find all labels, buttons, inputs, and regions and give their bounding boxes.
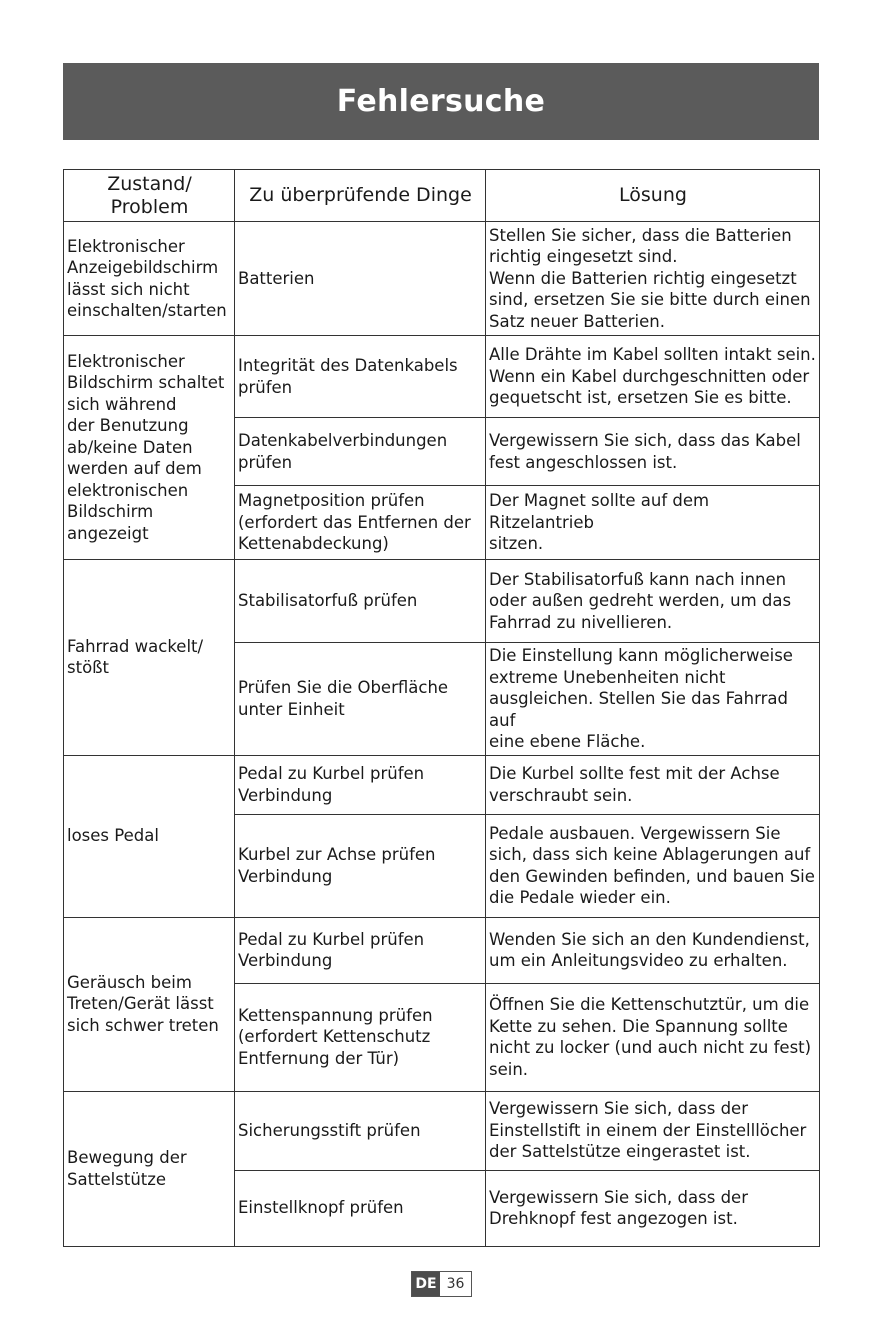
problem-cell: Elektronischer Bildschirm schaltet sich während der Benutzung ab/keine Daten werden auf dem elektronischen Bildschirm angezeigt	[64, 336, 235, 560]
problem-cell: Fahrrad wackelt/ stößt	[64, 560, 235, 756]
column-header-solution: Lösung	[486, 170, 820, 222]
table-row	[64, 917, 820, 983]
table-row	[64, 222, 820, 336]
check-cell: Pedal zu Kurbel prüfen Verbindung	[235, 917, 486, 983]
solution-cell: Vergewissern Sie sich, dass der Drehknopf fest angezogen ist.	[486, 1170, 820, 1246]
check-cell: Magnetposition prüfen (erfordert das Entfernen der Kettenabdeckung)	[235, 486, 486, 560]
problem-cell: Elektronischer Anzeigebildschirm lässt sich nicht einschalten/starten	[64, 222, 235, 336]
solution-cell: Wenden Sie sich an den Kundendienst, um ein Anleitungsvideo zu erhalten.	[486, 917, 820, 983]
header-row	[64, 170, 820, 222]
check-cell: Integrität des Datenkabels prüfen	[235, 336, 486, 418]
solution-cell: Vergewissern Sie sich, dass der Einstellstift in einem der Einstelllöcher der Sattelstütze eingerastet ist.	[486, 1091, 820, 1170]
check-cell: Einstellknopf prüfen	[235, 1170, 486, 1246]
page-title: Fehlersuche	[336, 84, 546, 119]
language-badge: DE	[412, 1272, 440, 1296]
problem-cell: loses Pedal	[64, 755, 235, 917]
solution-cell: Die Einstellung kann möglicherweise extreme Unebenheiten nicht ausgleichen. Stellen Sie das Fahrrad auf eine ebene Fläche.	[486, 643, 820, 756]
page-number: 36	[440, 1272, 471, 1296]
check-cell: Kurbel zur Achse prüfen Verbindung	[235, 814, 486, 917]
page-footer	[411, 1271, 472, 1297]
problem-cell: Geräusch beim Treten/Gerät lässt sich schwer treten	[64, 917, 235, 1091]
check-cell: Stabilisatorfuß prüfen	[235, 560, 486, 643]
problem-cell: Bewegung der Sattelstütze	[64, 1091, 235, 1246]
table-row	[64, 755, 820, 814]
check-cell: Kettenspannung prüfen (erfordert Kettenschutz Entfernung der Tür)	[235, 983, 486, 1091]
solution-cell: Öffnen Sie die Kettenschutztür, um die Kette zu sehen. Die Spannung sollte nicht zu locker (und auch nicht zu fest) sein.	[486, 983, 820, 1091]
check-cell: Sicherungsstift prüfen	[235, 1091, 486, 1170]
title-banner	[63, 63, 819, 140]
check-cell: Prüfen Sie die Oberfläche unter Einheit	[235, 643, 486, 756]
check-cell: Datenkabelverbindungen prüfen	[235, 418, 486, 486]
troubleshooting-table	[63, 169, 820, 1247]
solution-cell: Der Stabilisatorfuß kann nach innen oder außen gedreht werden, um das Fahrrad zu nivellieren.	[486, 560, 820, 643]
table-row	[64, 560, 820, 643]
solution-cell: Vergewissern Sie sich, dass das Kabel fest angeschlossen ist.	[486, 418, 820, 486]
solution-cell: Stellen Sie sicher, dass die Batterien richtig eingesetzt sind. Wenn die Batterien richtig eingesetzt sind, ersetzen Sie sie bitte durch einen Satz neuer Batterien.	[486, 222, 820, 336]
solution-cell: Die Kurbel sollte fest mit der Achse verschraubt sein.	[486, 755, 820, 814]
column-header-checks: Zu überprüfende Dinge	[235, 170, 486, 222]
check-cell: Batterien	[235, 222, 486, 336]
table-row	[64, 1091, 820, 1170]
column-header-problem: Zustand/ Problem	[64, 170, 235, 222]
solution-cell: Alle Drähte im Kabel sollten intakt sein. Wenn ein Kabel durchgeschnitten oder gequetscht ist, ersetzen Sie es bitte.	[486, 336, 820, 418]
solution-cell: Pedale ausbauen. Vergewissern Sie sich, dass sich keine Ablagerungen auf den Gewinden befinden, und bauen Sie die Pedale wieder ein.	[486, 814, 820, 917]
check-cell: Pedal zu Kurbel prüfen Verbindung	[235, 755, 486, 814]
table-row	[64, 336, 820, 418]
solution-cell: Der Magnet sollte auf dem Ritzelantrieb sitzen.	[486, 486, 820, 560]
